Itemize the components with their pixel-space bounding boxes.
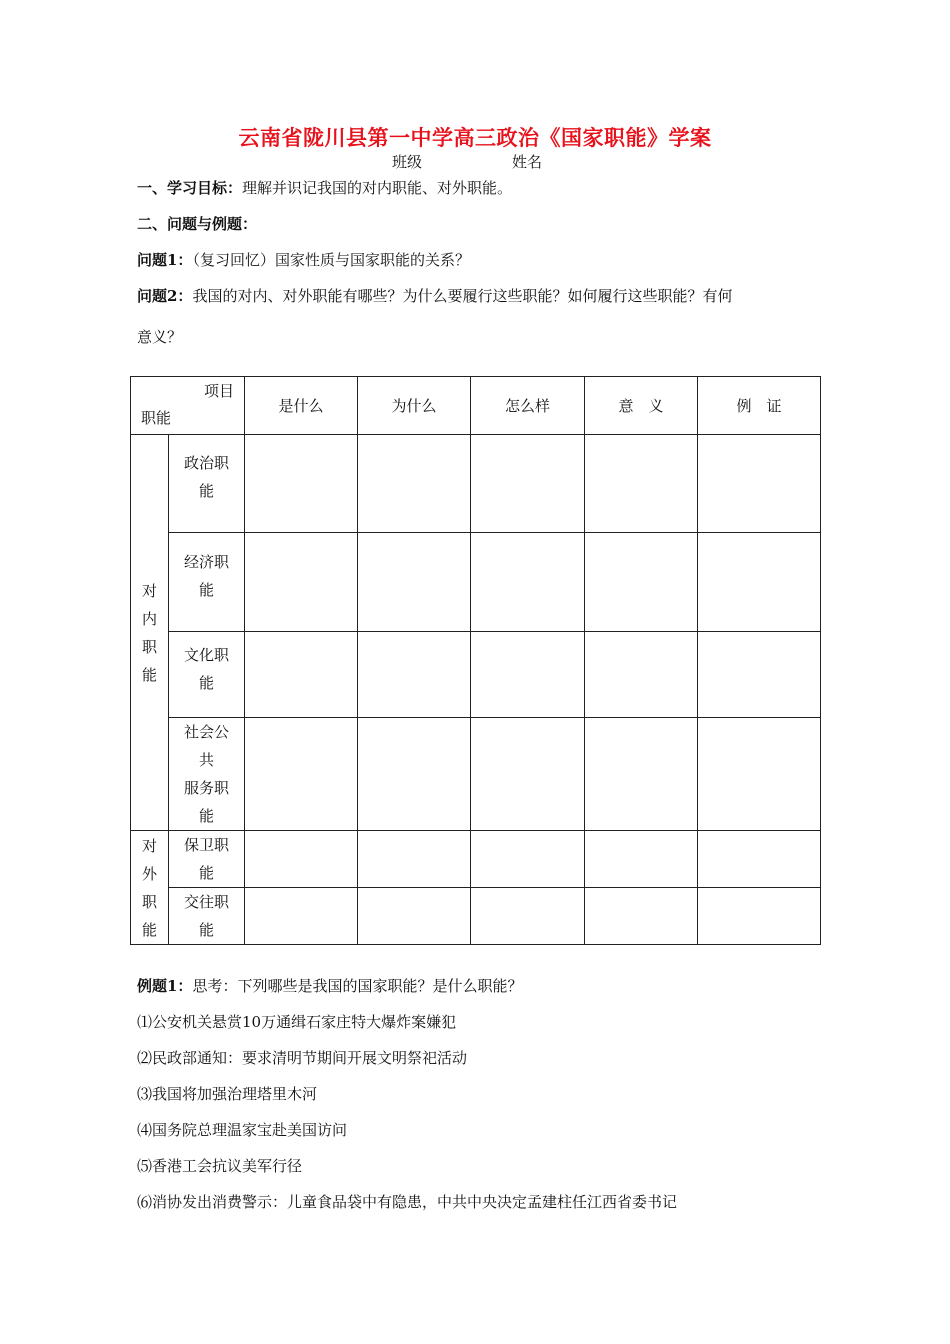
learning-goal-label: 一、学习目标：: [137, 179, 243, 197]
row-social: 社会公 共 服务职 能: [169, 718, 245, 831]
header-meaning: 意 义: [585, 377, 698, 435]
table-row: [131, 632, 821, 718]
corner-item-label: 项目: [203, 382, 234, 400]
table-cell[interactable]: [245, 718, 358, 831]
table-cell[interactable]: [471, 718, 585, 831]
list-item: ⑵民政部通知：要求清明节期间开展文明祭祀活动: [137, 1049, 468, 1067]
table-cell[interactable]: [471, 435, 585, 533]
class-name-line: [392, 151, 632, 172]
table-cell[interactable]: [471, 632, 585, 718]
table-cell[interactable]: [698, 435, 821, 533]
question-2-label: 问题2：: [137, 287, 193, 305]
example-1-text: 思考：下列哪些是我国的国家职能？是什么职能？: [192, 977, 523, 995]
table-cell[interactable]: [358, 632, 471, 718]
list-item: ⑸香港工会抗议美军行径: [137, 1157, 303, 1175]
header-example: 例 证: [698, 377, 821, 435]
learning-goal: [137, 177, 512, 199]
table-cell[interactable]: [245, 831, 358, 888]
table-cell[interactable]: [245, 533, 358, 632]
internal-functions-group: 对 内 职 能: [131, 435, 169, 831]
question-2-text: 我国的对内、对外职能有哪些？为什么要履行这些职能？如何履行这些职能？有何: [192, 287, 733, 305]
table-cell[interactable]: [245, 435, 358, 533]
question-2: [137, 285, 732, 307]
header-what: 是什么: [245, 377, 358, 435]
row-defense: 保卫职 能: [169, 831, 245, 888]
table-row: [131, 888, 821, 945]
section2-label: 二、问题与例题：: [137, 215, 258, 233]
function-table: [130, 376, 821, 945]
table-cell[interactable]: [358, 435, 471, 533]
section2-heading: [137, 213, 257, 235]
list-item: ⑶我国将加强治理塔里木河: [137, 1085, 318, 1103]
table-cell[interactable]: [358, 533, 471, 632]
table-cell[interactable]: [698, 533, 821, 632]
table-cell[interactable]: [585, 718, 698, 831]
table-cell[interactable]: [585, 632, 698, 718]
table-cell[interactable]: [698, 888, 821, 945]
class-label: 班级: [392, 153, 423, 171]
table-cell[interactable]: [358, 718, 471, 831]
list-item: ⑴公安机关悬赏10万通缉石家庄特大爆炸案嫌犯: [137, 1013, 457, 1031]
table-header-row: [131, 377, 821, 435]
table-cell[interactable]: [471, 888, 585, 945]
table-cell[interactable]: [698, 831, 821, 888]
row-economic: 经济职 能: [169, 533, 245, 632]
table-cell[interactable]: [358, 831, 471, 888]
table-cell[interactable]: [585, 435, 698, 533]
table-cell[interactable]: [471, 831, 585, 888]
question-1-label: 问题1：: [137, 251, 193, 269]
table-cell[interactable]: [585, 888, 698, 945]
name-label: 姓名: [512, 153, 543, 171]
table-cell[interactable]: [245, 632, 358, 718]
question-2-continued: 意义？: [137, 328, 183, 346]
question-1: [137, 249, 470, 271]
header-how: 怎么样: [471, 377, 585, 435]
table-cell[interactable]: [245, 888, 358, 945]
table-cell[interactable]: [471, 533, 585, 632]
header-corner-cell: [131, 377, 245, 435]
table-cell[interactable]: [698, 632, 821, 718]
table-cell[interactable]: [585, 831, 698, 888]
list-item: ⑹消协发出消费警示：儿童食品袋中有隐患，中共中央决定孟建柱任江西省委书记: [137, 1193, 678, 1211]
table-cell[interactable]: [358, 888, 471, 945]
table-row: [131, 831, 821, 888]
table-row: [131, 435, 821, 533]
row-cultural: 文化职 能: [169, 632, 245, 718]
question-1-text: （复习回忆）国家性质与国家职能的关系？: [192, 251, 470, 269]
table-cell[interactable]: [698, 718, 821, 831]
example-1: [137, 975, 522, 997]
corner-function-label: 职能: [141, 409, 172, 427]
example-1-label: 例题1：: [137, 977, 193, 995]
document-title: 云南省陇川县第一中学高三政治《国家职能》学案: [238, 125, 712, 150]
external-functions-group: 对 外 职 能: [131, 831, 169, 945]
row-political: 政治职 能: [169, 435, 245, 533]
row-exchange: 交往职 能: [169, 888, 245, 945]
list-item: ⑷国务院总理温家宝赴美国访问: [137, 1121, 348, 1139]
table-row: [131, 533, 821, 632]
table-row: [131, 718, 821, 831]
learning-goal-text: 理解并识记我国的对内职能、对外职能。: [242, 179, 513, 197]
table-cell[interactable]: [585, 533, 698, 632]
header-why: 为什么: [358, 377, 471, 435]
